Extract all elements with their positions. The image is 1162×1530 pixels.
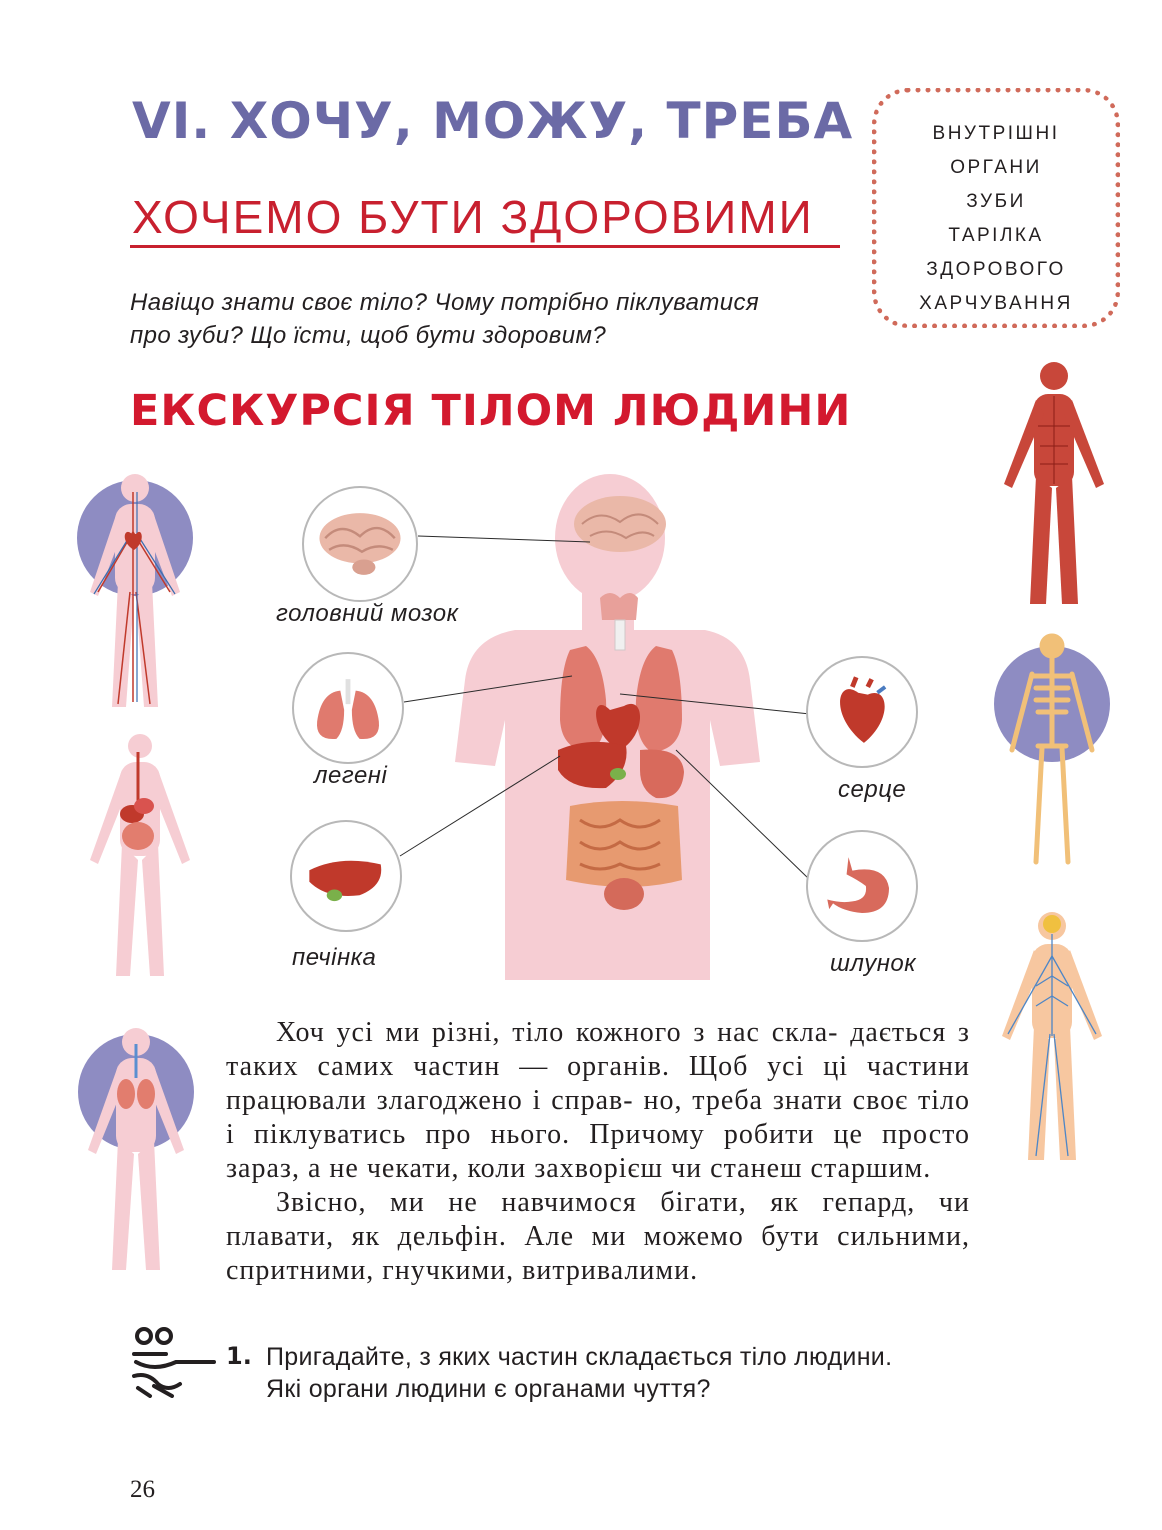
label-liver: печінка <box>292 944 377 971</box>
muscular-system-illustration <box>994 356 1114 608</box>
thyroid-organ <box>600 593 638 620</box>
task-text <box>266 1341 1006 1405</box>
intro-questions <box>130 286 850 352</box>
chapter-title: VI. ХОЧУ, МОЖУ, ТРЕБА <box>132 92 854 150</box>
text-line: Звісно, ми не навчимося бігати, як гепард, <box>276 1187 916 1218</box>
label-stomach: шлунок <box>830 950 917 977</box>
intro-line-1: Навіщо знати своє тіло? Чому потрібно піклуватися <box>130 289 760 316</box>
keywords-box <box>872 88 1120 328</box>
text-line: дається з таких самих частин — органів. Щоб <box>226 1017 970 1082</box>
keyword: ЗДОРОВОГО <box>926 259 1066 280</box>
text-line: усі ці частини працювали злагоджено і справ- <box>226 1051 970 1116</box>
task-line-2: Які органи людини є органами чуття? <box>266 1375 711 1403</box>
text-line: чи плавати, як дельфін. Але ми можемо бути <box>226 1187 970 1252</box>
skeletal-system-illustration <box>992 626 1116 870</box>
paragraph-2 <box>226 1186 970 1288</box>
stomach-icon <box>806 830 918 942</box>
task-line-1: Пригадайте, з яких частин складається тіло людини. <box>266 1343 893 1371</box>
task-number: 1. <box>226 1342 252 1370</box>
text-line: нього. Причому робити це просто зараз, а не <box>226 1119 971 1184</box>
respiratory-system-illustration <box>74 1020 204 1276</box>
heart-icon <box>806 656 918 768</box>
text-line: Хоч усі ми різні, тіло кожного з нас скла- <box>276 1017 839 1048</box>
text-line: чекати, коли захворієш чи станеш старшим. <box>366 1153 932 1184</box>
keyword: ОРГАНИ <box>950 157 1042 178</box>
section-title: ХОЧЕМО БУТИ ЗДОРОВИМИ <box>132 191 814 243</box>
intro-line-2: про зуби? Що їсти, щоб бути здоровим? <box>130 322 607 349</box>
brain-organ <box>574 496 666 552</box>
keyword: ЗУБИ <box>966 191 1026 212</box>
paragraph-1 <box>226 1016 970 1186</box>
label-heart: серце <box>838 776 907 803</box>
keyword: ХАРЧУВАННЯ <box>919 293 1073 314</box>
page-number: 26 <box>130 1476 155 1503</box>
group-work-icon <box>128 1326 218 1398</box>
text-line: сильними, спритними, гнучкими, витривалими. <box>226 1221 970 1286</box>
text-line: но, треба знати своє тіло і піклуватись про <box>226 1085 970 1150</box>
nervous-system-illustration <box>990 906 1116 1164</box>
circulatory-system-illustration <box>70 462 210 718</box>
digestive-system-illustration <box>78 732 208 982</box>
keyword: ТАРІЛКА <box>948 225 1044 246</box>
lungs-icon <box>292 652 404 764</box>
liver-icon <box>290 820 402 932</box>
keywords-list <box>877 117 1115 321</box>
section-underline <box>130 245 840 248</box>
body-text <box>226 1016 970 1288</box>
brain-icon <box>302 486 418 602</box>
keyword: ВНУТРІШНІ <box>932 123 1060 144</box>
subheading: ЕКСКУРСІЯ ТІЛОМ ЛЮДИНИ <box>130 386 852 436</box>
label-lungs: легені <box>314 762 388 789</box>
label-brain: головний мозок <box>276 600 459 627</box>
